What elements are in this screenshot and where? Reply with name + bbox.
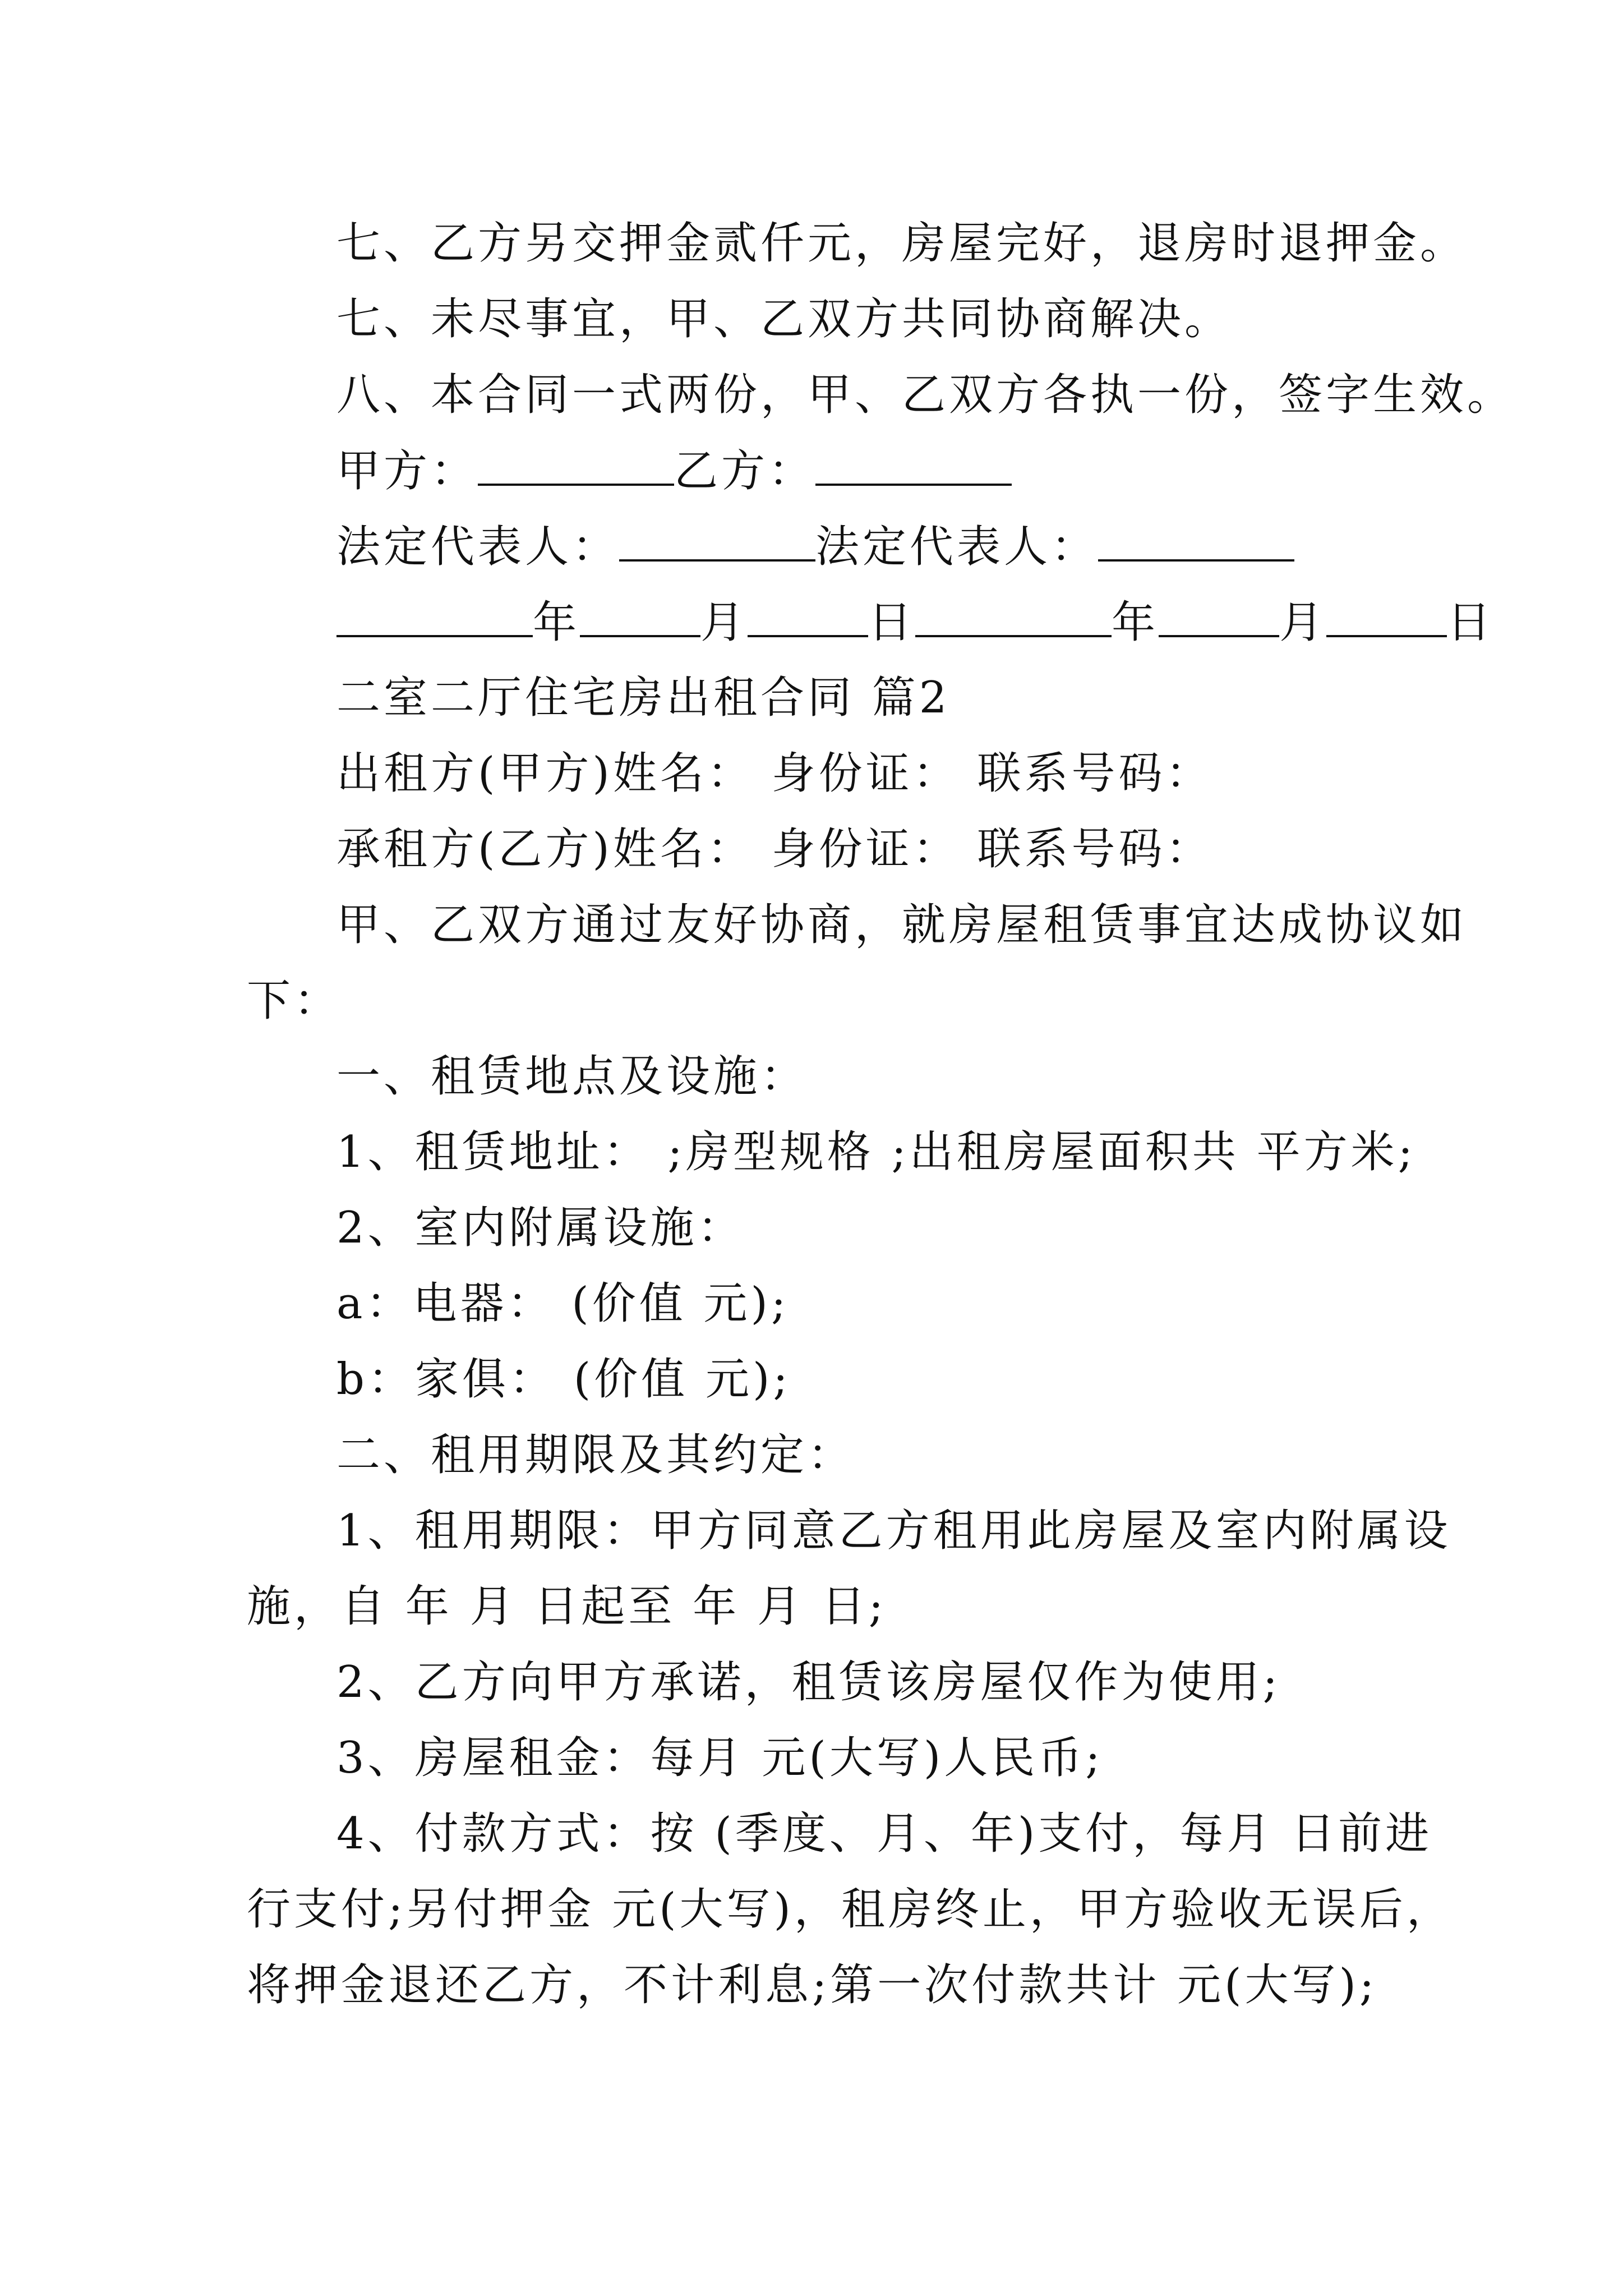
date-b-month-blank — [1159, 600, 1279, 637]
date-a-year-blank — [336, 600, 533, 637]
clause-facilities: 2、室内附属设施： — [336, 1203, 745, 1253]
legal-rep-a-label: 法定代表人： — [336, 522, 620, 572]
date-a-day: 日 — [868, 597, 916, 648]
date-b-day: 日 — [1447, 597, 1495, 648]
party-a-blank — [478, 449, 674, 486]
agreement-intro-continued: 下： — [247, 976, 342, 1026]
facility-furniture: b：家俱： (价值 元); — [336, 1354, 791, 1405]
date-b-year-blank — [915, 600, 1112, 637]
party-b-blank — [815, 449, 1012, 486]
legal-representative-row — [336, 522, 1294, 572]
party-b-label: 乙方： — [674, 446, 816, 496]
date-b-day-blank — [1326, 600, 1447, 637]
clause-heading-location: 一、租赁地点及设施： — [336, 1051, 808, 1102]
lessee-info: 承租方(乙方)姓名： 身份证： 联系号码： — [336, 824, 1213, 875]
date-b-year: 年 — [1112, 597, 1159, 648]
clause-payment-continued: 行支付;另付押金 元(大写)，租房终止，甲方验收无误后， — [247, 1884, 1454, 1935]
agreement-intro: 甲、乙双方通过友好协商，就房屋租赁事宜达成协议如 — [336, 900, 1468, 950]
clause-address: 1、租赁地址： ;房型规格 ;出租房屋面积共 平方米; — [336, 1127, 1416, 1177]
date-a-year: 年 — [533, 597, 580, 648]
clause-unresolved-matters: 七、未尽事宜，甲、乙双方共同协商解决。 — [336, 294, 1232, 344]
clause-heading-term: 二、租用期限及其约定： — [336, 1430, 855, 1480]
clause-term: 1、租用期限：甲方同意乙方租用此房屋及室内附属设 — [336, 1506, 1451, 1556]
date-a-month-blank — [580, 600, 700, 637]
legal-rep-b-blank — [1098, 524, 1294, 562]
clause-rent: 3、房屋租金：每月 元(大写)人民币; — [336, 1733, 1104, 1783]
legal-rep-a-blank — [619, 524, 815, 562]
clause-payment-continued-2: 将押金退还乙方，不计利息;第一次付款共计 元(大写); — [247, 1960, 1378, 2010]
section-title: 二室二厅住宅房出租合同 篇2 — [336, 673, 951, 723]
party-a-label: 甲方： — [336, 446, 478, 496]
date-a-day-blank — [748, 600, 868, 637]
clause-term-continued: 施，自 年 月 日起至 年 月 日; — [247, 1581, 887, 1632]
clause-copies: 八、本合同一式两份，甲、乙双方各执一份，签字生效。 — [336, 370, 1515, 420]
clause-deposit: 七、乙方另交押金贰仟元，房屋完好，退房时退押金。 — [336, 218, 1468, 269]
signature-date-row — [336, 597, 1495, 648]
date-a-month: 月 — [700, 597, 748, 648]
legal-rep-b-label: 法定代表人： — [815, 522, 1099, 572]
signature-parties-row — [336, 446, 1012, 496]
clause-usage: 2、乙方向甲方承诺，租赁该房屋仅作为使用; — [336, 1657, 1281, 1708]
date-b-month: 月 — [1279, 597, 1327, 648]
clause-payment: 4、付款方式：按 (季度、月、年)支付，每月 日前进 — [336, 1809, 1433, 1859]
lessor-info: 出租方(甲方)姓名： 身份证： 联系号码： — [336, 748, 1213, 799]
facility-appliances: a：电器： (价值 元); — [336, 1278, 790, 1329]
